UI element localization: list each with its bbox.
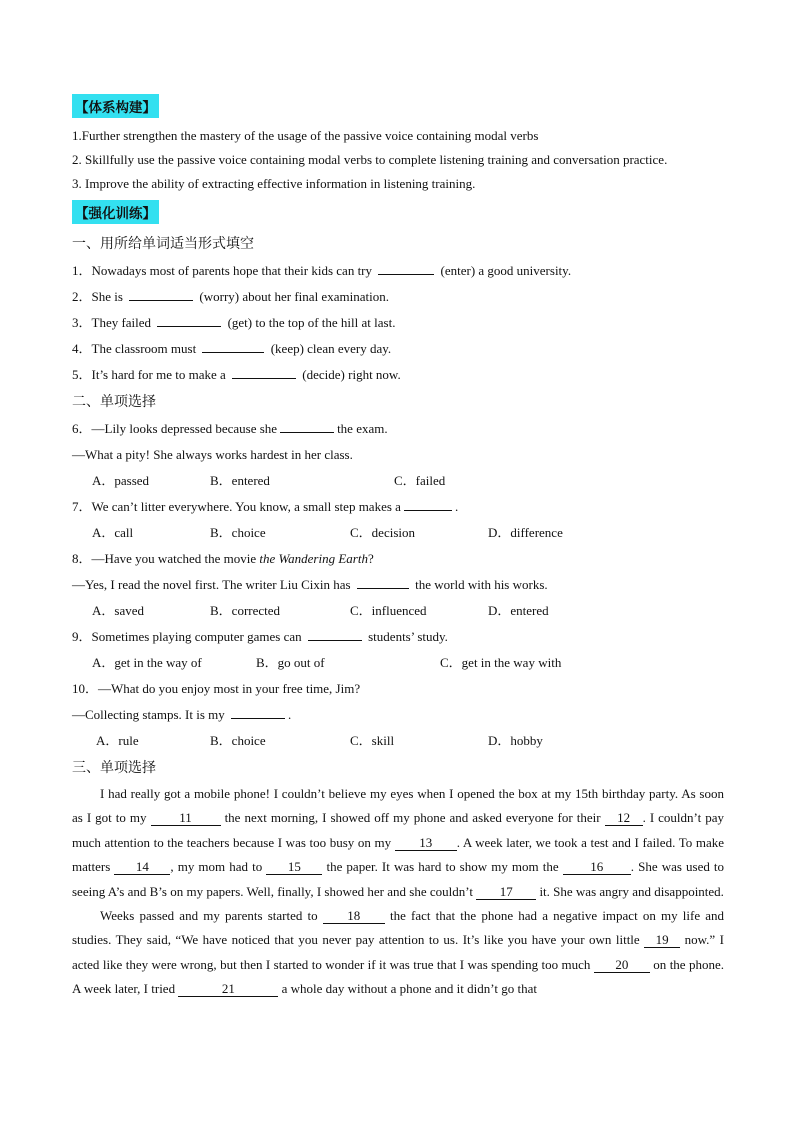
cloze-blank-12[interactable]: 12 [605,810,643,826]
option-c[interactable]: C．get in the way with [440,655,562,670]
fill-item-2: 2．She is (worry) about her final examination. [72,284,724,310]
option-b[interactable]: B．choice [210,733,266,748]
question-6-line-1: 6．—Lily looks depressed because she the exam. [72,416,724,442]
question-8-options [72,598,724,624]
cloze-blank-17[interactable]: 17 [476,884,536,900]
fill-item-3: 3．They failed (get) to the top of the hill at last. [72,310,724,336]
objective-2: 2. Skillfully use the passive voice containing modal verbs to complete listening training and conversation practice. [72,152,668,167]
option-d[interactable]: D．hobby [488,733,543,748]
question-10-line-1: 10．—What do you enjoy most in your free time, Jim? [72,681,361,696]
cloze-blank-18[interactable]: 18 [323,908,385,924]
answer-blank[interactable] [357,573,409,589]
cloze-blank-19[interactable]: 19 [644,932,680,948]
option-c[interactable]: C．decision [350,525,415,540]
option-b[interactable]: B．go out of [256,655,325,670]
question-8-line-2: —Yes, I read the novel first. The writer Liu Cixin has the world with his works. [72,572,724,598]
part-b-title: 二、单项选择 [72,395,156,410]
option-a[interactable]: A．get in the way of [92,655,202,670]
cloze-blank-15[interactable]: 15 [266,859,322,875]
section-tag-system: 【体系构建】 [72,94,159,118]
cloze-paragraph-1: I had really got a mobile phone! I couldn’t believe my eyes when I opened the box at my 15th birthday party. As soon as I got to my 11 the next morning, I showed off my phone and asked everyone for their 12 . I couldn’t pay much attention to the teachers because I was too busy on my 13 . A week later, we took a test and I failed. To make matters 14 , my mom had to 15 the paper. It was hard to show my mom the 16 . She was used to seeing A’s and B’s on my papers. Well, finally, I showed her and she couldn’t 17 it. She was angry and disappointed. [72,786,725,899]
answer-blank[interactable] [378,259,434,275]
question-10-options [72,728,724,754]
option-b[interactable]: B．corrected [210,603,281,618]
answer-blank[interactable] [232,363,296,379]
option-d[interactable]: D．entered [488,603,549,618]
answer-blank[interactable] [308,625,362,641]
question-9: 9．Sometimes playing computer games can students’ study. [72,624,724,650]
option-a[interactable]: A．saved [92,603,144,618]
cloze-blank-20[interactable]: 20 [594,957,650,973]
answer-blank[interactable] [231,703,285,719]
question-10-line-2: —Collecting stamps. It is my . [72,702,724,728]
option-c[interactable]: C．influenced [350,603,427,618]
cloze-blank-21[interactable]: 21 [178,981,278,997]
question-9-options [72,650,724,676]
option-c[interactable]: C．failed [394,473,446,488]
question-7: 7．We can’t litter everywhere. You know, a small step makes a . [72,494,724,520]
option-a[interactable]: A．call [92,525,134,540]
option-a[interactable]: A．rule [96,733,139,748]
answer-blank[interactable] [280,417,334,433]
option-b[interactable]: B．choice [210,525,266,540]
section-tag-training: 【强化训练】 [72,200,159,224]
cloze-blank-11[interactable]: 11 [151,810,221,826]
option-c[interactable]: C．skill [350,733,395,748]
fill-item-4: 4．The classroom must (keep) clean every day. [72,336,724,362]
question-7-options [72,520,724,546]
option-d[interactable]: D．difference [488,525,563,540]
objective-3: 3. Improve the ability of extracting effective information in listening training. [72,176,476,191]
question-6-options [72,468,724,494]
answer-blank[interactable] [129,285,193,301]
cloze-paragraph-2: Weeks passed and my parents started to 18 the fact that the phone had a negative impact on my life and studies. They said, “We have noticed that you never pay attention to us. It’s like you have your own little 19 now.” I acted like they were wrong, but then I started to wonder if it was true that I was spending too much 20 on the phone. A week later, I tried 21 a whole day without a phone and it didn’t go that [72,908,725,997]
question-8-line-1: 8．—Have you watched the movie the Wandering Earth? [72,551,374,566]
cloze-blank-13[interactable]: 13 [395,835,457,851]
part-c-title: 三、单项选择 [72,761,156,776]
answer-blank[interactable] [404,495,452,511]
answer-blank[interactable] [157,311,221,327]
objective-1: 1.Further strengthen the mastery of the usage of the passive voice containing modal verbs [72,128,539,143]
worksheet-page [72,92,724,1002]
cloze-blank-14[interactable]: 14 [114,859,170,875]
fill-item-1: 1．Nowadays most of parents hope that their kids can try (enter) a good university. [72,258,724,284]
answer-blank[interactable] [202,337,264,353]
part-a-title: 一、用所给单词适当形式填空 [72,237,254,252]
option-a[interactable]: A．passed [92,473,150,488]
question-6-line-2: —What a pity! She always works hardest in her class. [72,447,353,462]
option-b[interactable]: B．entered [210,473,270,488]
cloze-blank-16[interactable]: 16 [563,859,631,875]
fill-item-5: 5．It’s hard for me to make a (decide) right now. [72,362,724,388]
